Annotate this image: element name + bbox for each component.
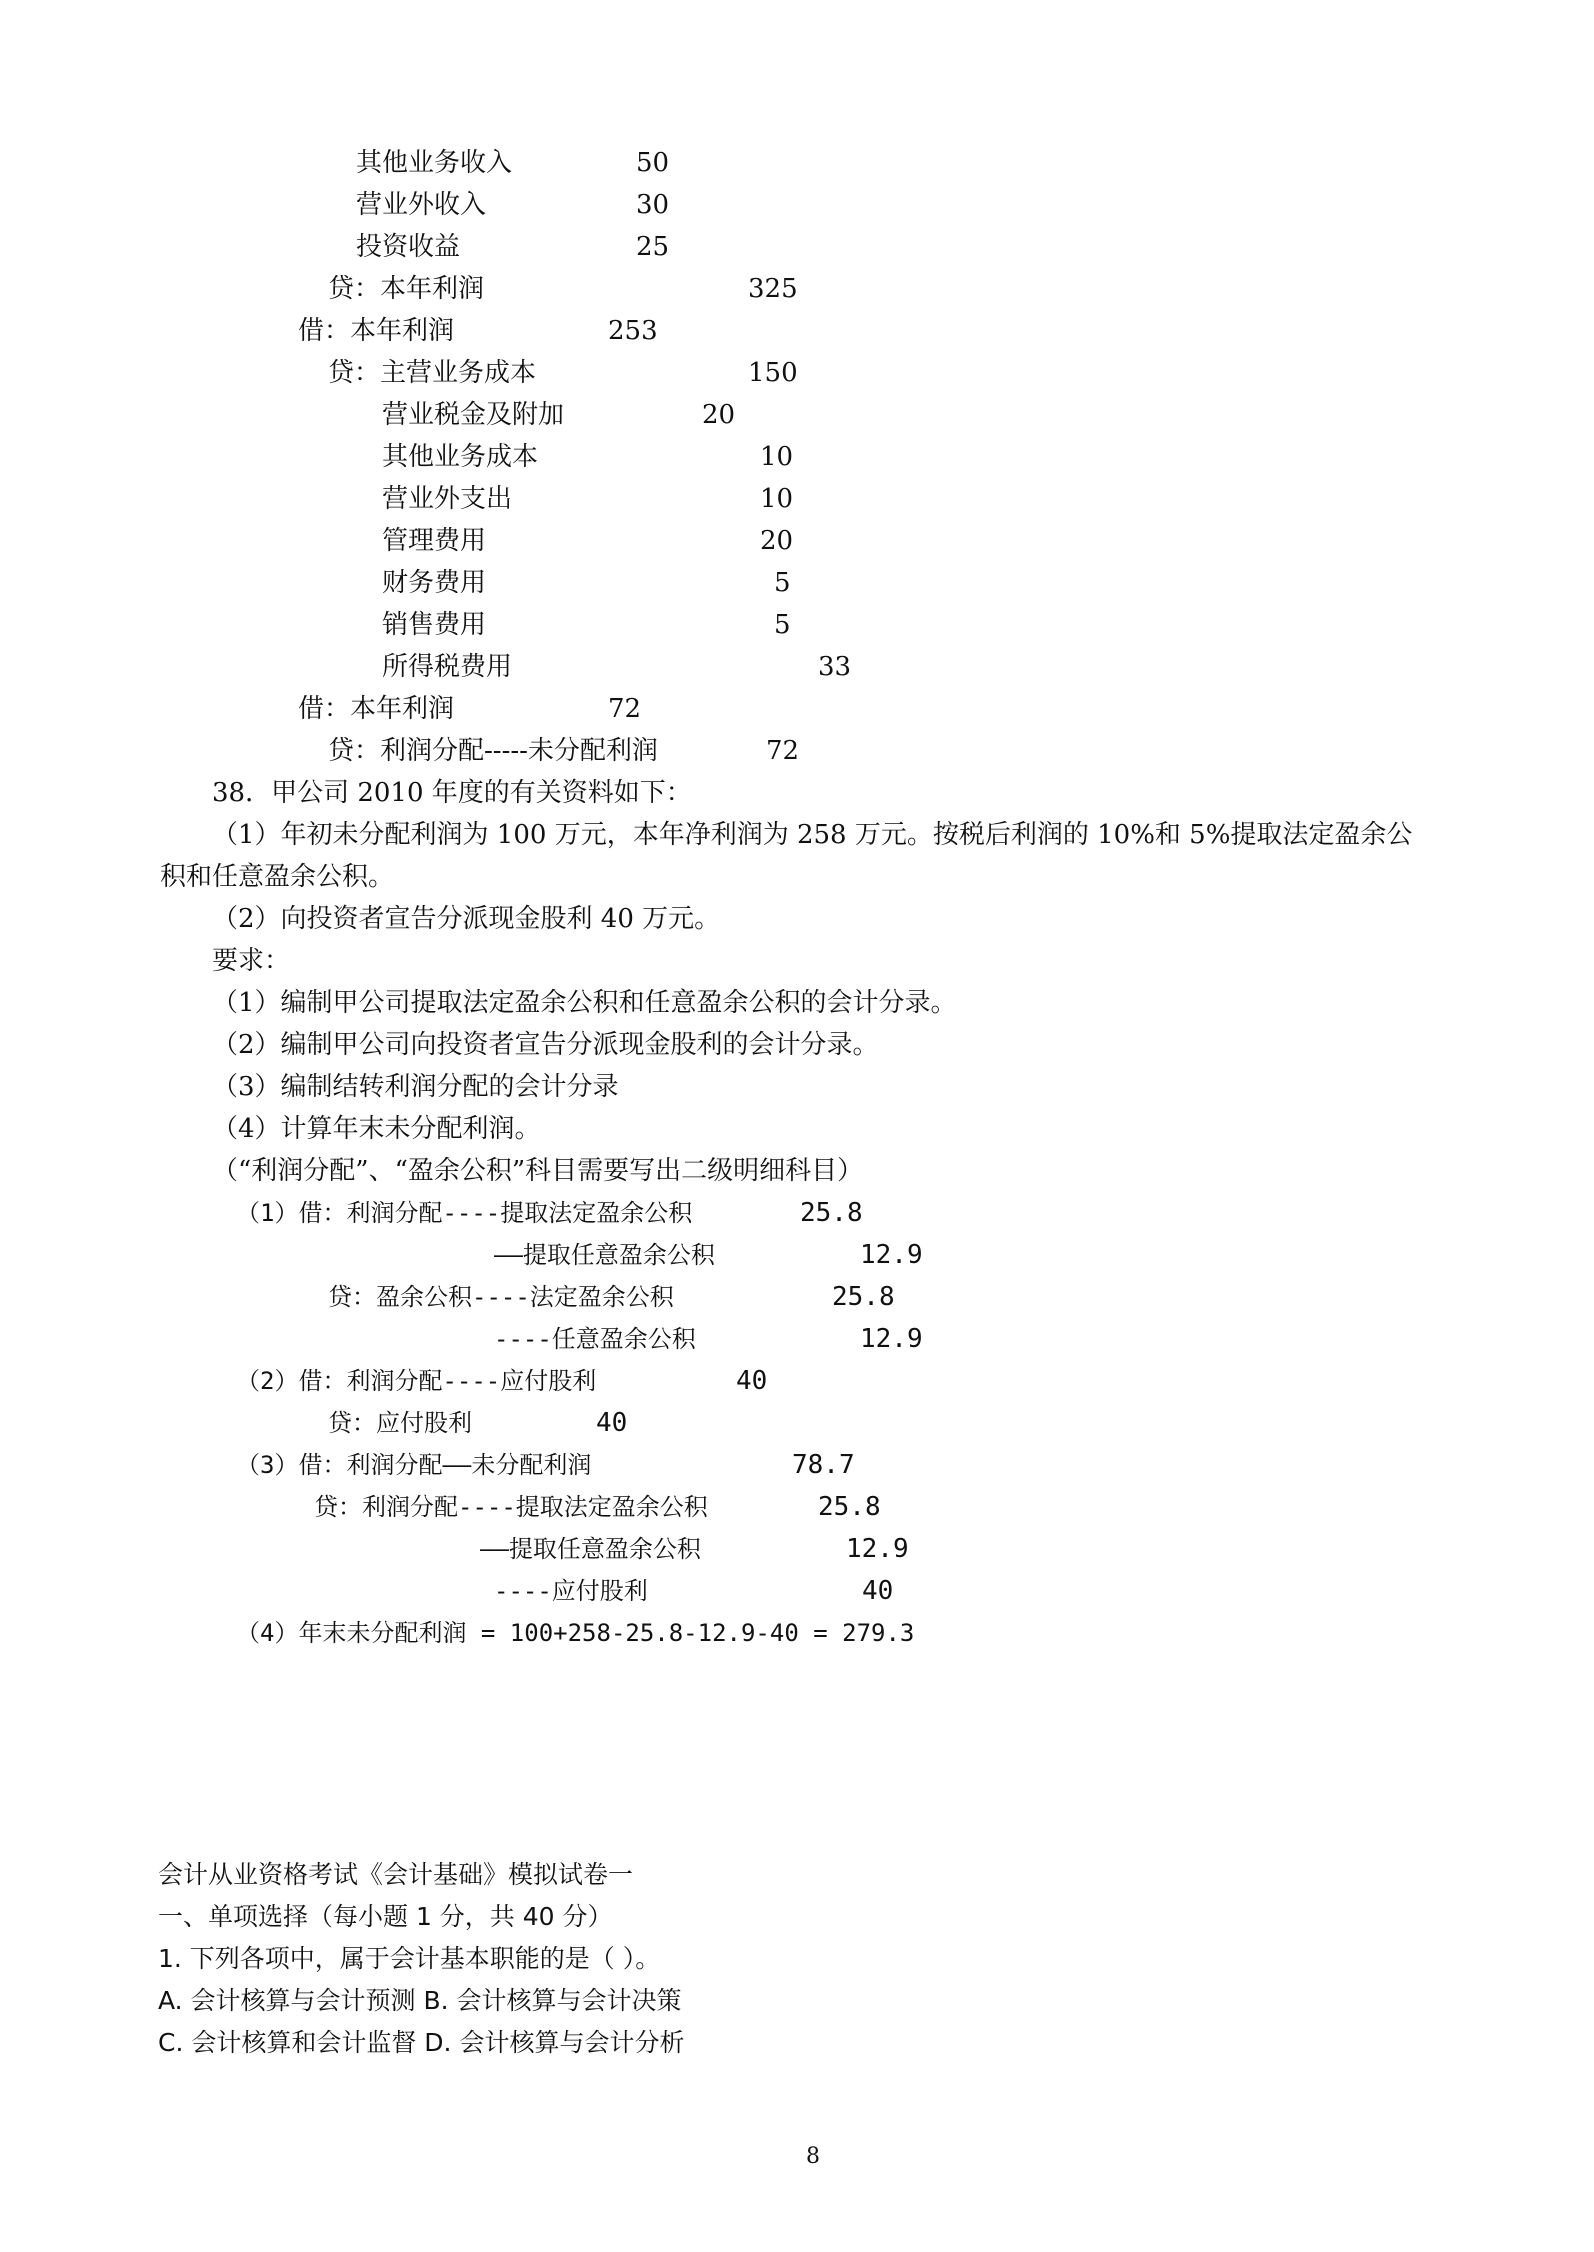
entry-label: 贷：利润分配-----未分配利润 <box>328 736 658 766</box>
answer-label: ----应付股利 <box>494 1577 648 1605</box>
answer-amount: 12.9 <box>846 1534 909 1564</box>
answer-calculation: （4）年末未分配利润 = 100+258-25.8-12.9-40 = 279.3 <box>236 1619 915 1647</box>
entry-label: 管理费用 <box>382 526 487 556</box>
requirement-item: （2）编制甲公司向投资者宣告分派现金股利的会计分录。 <box>212 1030 879 1060</box>
options-line: C. 会计核算和会计监督 D. 会计核算与会计分析 <box>158 2028 685 2057</box>
entry-label: 贷：主营业务成本 <box>328 358 537 388</box>
entry-label: 其他业务成本 <box>382 442 539 472</box>
answer-label: ——提取任意盈余公积 <box>480 1535 701 1563</box>
requirement-item: （4）计算年末未分配利润。 <box>212 1114 541 1144</box>
entry-amount: 33 <box>818 652 852 682</box>
entry-amount: 150 <box>748 358 798 388</box>
entry-amount: 5 <box>774 568 791 598</box>
entry-amount: 72 <box>766 736 800 766</box>
answer-amount: 40 <box>736 1366 768 1396</box>
entry-label: 营业税金及附加 <box>382 400 565 430</box>
entry-label: 营业外收入 <box>356 190 487 220</box>
entry-amount: 325 <box>748 274 798 304</box>
answer-amount: 40 <box>596 1408 628 1438</box>
entry-amount: 25 <box>636 232 670 262</box>
answer-amount: 78.7 <box>792 1450 855 1480</box>
entry-label: 投资收益 <box>356 232 461 262</box>
answer-amount: 25.8 <box>818 1492 881 1522</box>
question-text: 1. 下列各项中，属于会计基本职能的是（ ）。 <box>158 1944 661 1973</box>
answer-amount: 25.8 <box>800 1198 863 1228</box>
answer-amount: 12.9 <box>860 1240 923 1270</box>
answer-amount: 12.9 <box>860 1324 923 1354</box>
entry-amount: 20 <box>702 400 736 430</box>
answer-label: 贷：应付股利 <box>328 1409 472 1437</box>
answer-label: （2）借：利润分配----应付股利 <box>236 1367 597 1395</box>
requirement-item: （1）编制甲公司提取法定盈余公积和任意盈余公积的会计分录。 <box>212 988 957 1018</box>
requirements-heading: 要求： <box>212 946 291 976</box>
entry-label: 借：本年利润 <box>298 316 455 346</box>
answer-amount: 25.8 <box>832 1282 895 1312</box>
section-heading: 一、单项选择（每小题 1 分，共 40 分） <box>158 1902 613 1931</box>
answer-label: ——提取任意盈余公积 <box>494 1241 715 1269</box>
requirement-note: （“利润分配”、“盈余公积”科目需要写出二级明细科目） <box>212 1156 864 1186</box>
entry-amount: 10 <box>760 442 794 472</box>
entry-label: 其他业务收入 <box>356 148 513 178</box>
entry-label: 营业外支出 <box>382 484 513 514</box>
answer-label: （1）借：利润分配----提取法定盈余公积 <box>236 1199 693 1227</box>
entry-amount: 253 <box>608 316 658 346</box>
answer-label: （3）借：利润分配——未分配利润 <box>236 1451 592 1479</box>
entry-amount: 50 <box>636 148 670 178</box>
exam-title: 会计从业资格考试《会计基础》模拟试卷一 <box>158 1860 634 1889</box>
entry-amount: 5 <box>774 610 791 640</box>
question-info: 积和任意盈余公积。 <box>160 862 395 892</box>
question-info: （2）向投资者宣告分派现金股利 40 万元。 <box>212 904 721 934</box>
entry-label: 销售费用 <box>382 610 487 640</box>
question-info: （1）年初未分配利润为 100 万元，本年净利润为 258 万元。按税后利润的 10%和 5%提取法定盈余公 <box>212 820 1413 850</box>
entry-amount: 20 <box>760 526 794 556</box>
entry-amount: 72 <box>608 694 642 724</box>
answer-amount: 40 <box>862 1576 894 1606</box>
entry-label: 贷：本年利润 <box>328 274 485 304</box>
question-title: 38．甲公司 2010 年度的有关资料如下： <box>212 778 692 808</box>
entry-label: 所得税费用 <box>382 652 513 682</box>
answer-label: 贷：盈余公积----法定盈余公积 <box>328 1283 674 1311</box>
entry-label: 财务费用 <box>382 568 487 598</box>
entry-label: 借：本年利润 <box>298 694 455 724</box>
entry-amount: 30 <box>636 190 670 220</box>
requirement-item: （3）编制结转利润分配的会计分录 <box>212 1072 619 1102</box>
page-number: 8 <box>806 2144 820 2169</box>
entry-amount: 10 <box>760 484 794 514</box>
answer-label: 贷：利润分配----提取法定盈余公积 <box>314 1493 708 1521</box>
answer-label: ----任意盈余公积 <box>494 1325 696 1353</box>
options-line: A. 会计核算与会计预测 B. 会计核算与会计决策 <box>158 1986 682 2015</box>
